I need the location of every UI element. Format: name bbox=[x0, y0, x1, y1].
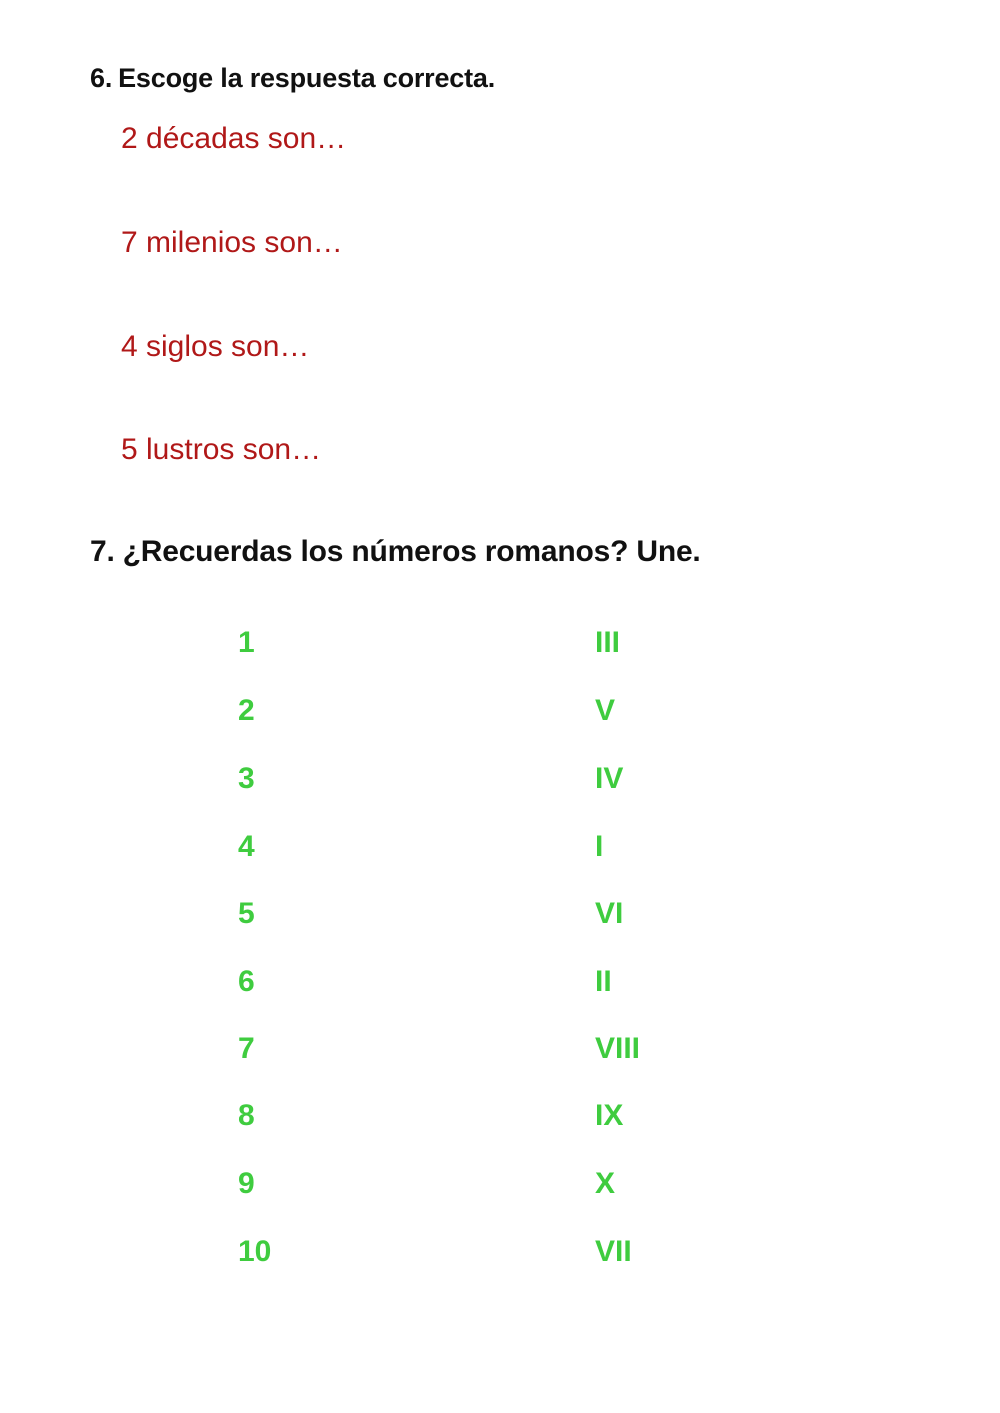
roman-numeral[interactable]: VIII bbox=[595, 1032, 641, 1065]
question-6-title: Escoge la respuesta correcta. bbox=[118, 63, 496, 93]
arabic-number[interactable]: 8 bbox=[238, 1099, 255, 1132]
roman-numeral[interactable]: II bbox=[595, 965, 612, 998]
roman-numeral[interactable]: X bbox=[595, 1167, 616, 1200]
arabic-number[interactable]: 10 bbox=[238, 1235, 272, 1268]
roman-numeral[interactable]: VII bbox=[595, 1235, 632, 1268]
roman-numeral[interactable]: IX bbox=[595, 1099, 624, 1132]
question-6-item: 2 décadas son… bbox=[121, 122, 347, 155]
arabic-number[interactable]: 4 bbox=[238, 830, 255, 863]
arabic-number[interactable]: 3 bbox=[238, 762, 255, 795]
question-7-number: 7. bbox=[90, 535, 115, 568]
question-6-number: 6. bbox=[90, 63, 113, 93]
arabic-number[interactable]: 2 bbox=[238, 694, 255, 727]
roman-numeral[interactable]: V bbox=[595, 694, 616, 727]
question-6-item: 4 siglos son… bbox=[121, 330, 310, 363]
question-6-heading bbox=[90, 63, 495, 94]
arabic-number[interactable]: 6 bbox=[238, 965, 255, 998]
question-7-heading bbox=[90, 535, 701, 569]
roman-numeral[interactable]: I bbox=[595, 830, 604, 863]
roman-numeral[interactable]: VI bbox=[595, 897, 624, 930]
arabic-number[interactable]: 7 bbox=[238, 1032, 255, 1065]
arabic-number[interactable]: 1 bbox=[238, 626, 255, 659]
question-7-title: ¿Recuerdas los números romanos? Une. bbox=[122, 535, 701, 568]
roman-numeral[interactable]: III bbox=[595, 626, 621, 659]
arabic-number[interactable]: 9 bbox=[238, 1167, 255, 1200]
question-6-item: 5 lustros son… bbox=[121, 433, 322, 466]
roman-numeral[interactable]: IV bbox=[595, 762, 624, 795]
arabic-number[interactable]: 5 bbox=[238, 897, 255, 930]
question-6-item: 7 milenios son… bbox=[121, 226, 343, 259]
